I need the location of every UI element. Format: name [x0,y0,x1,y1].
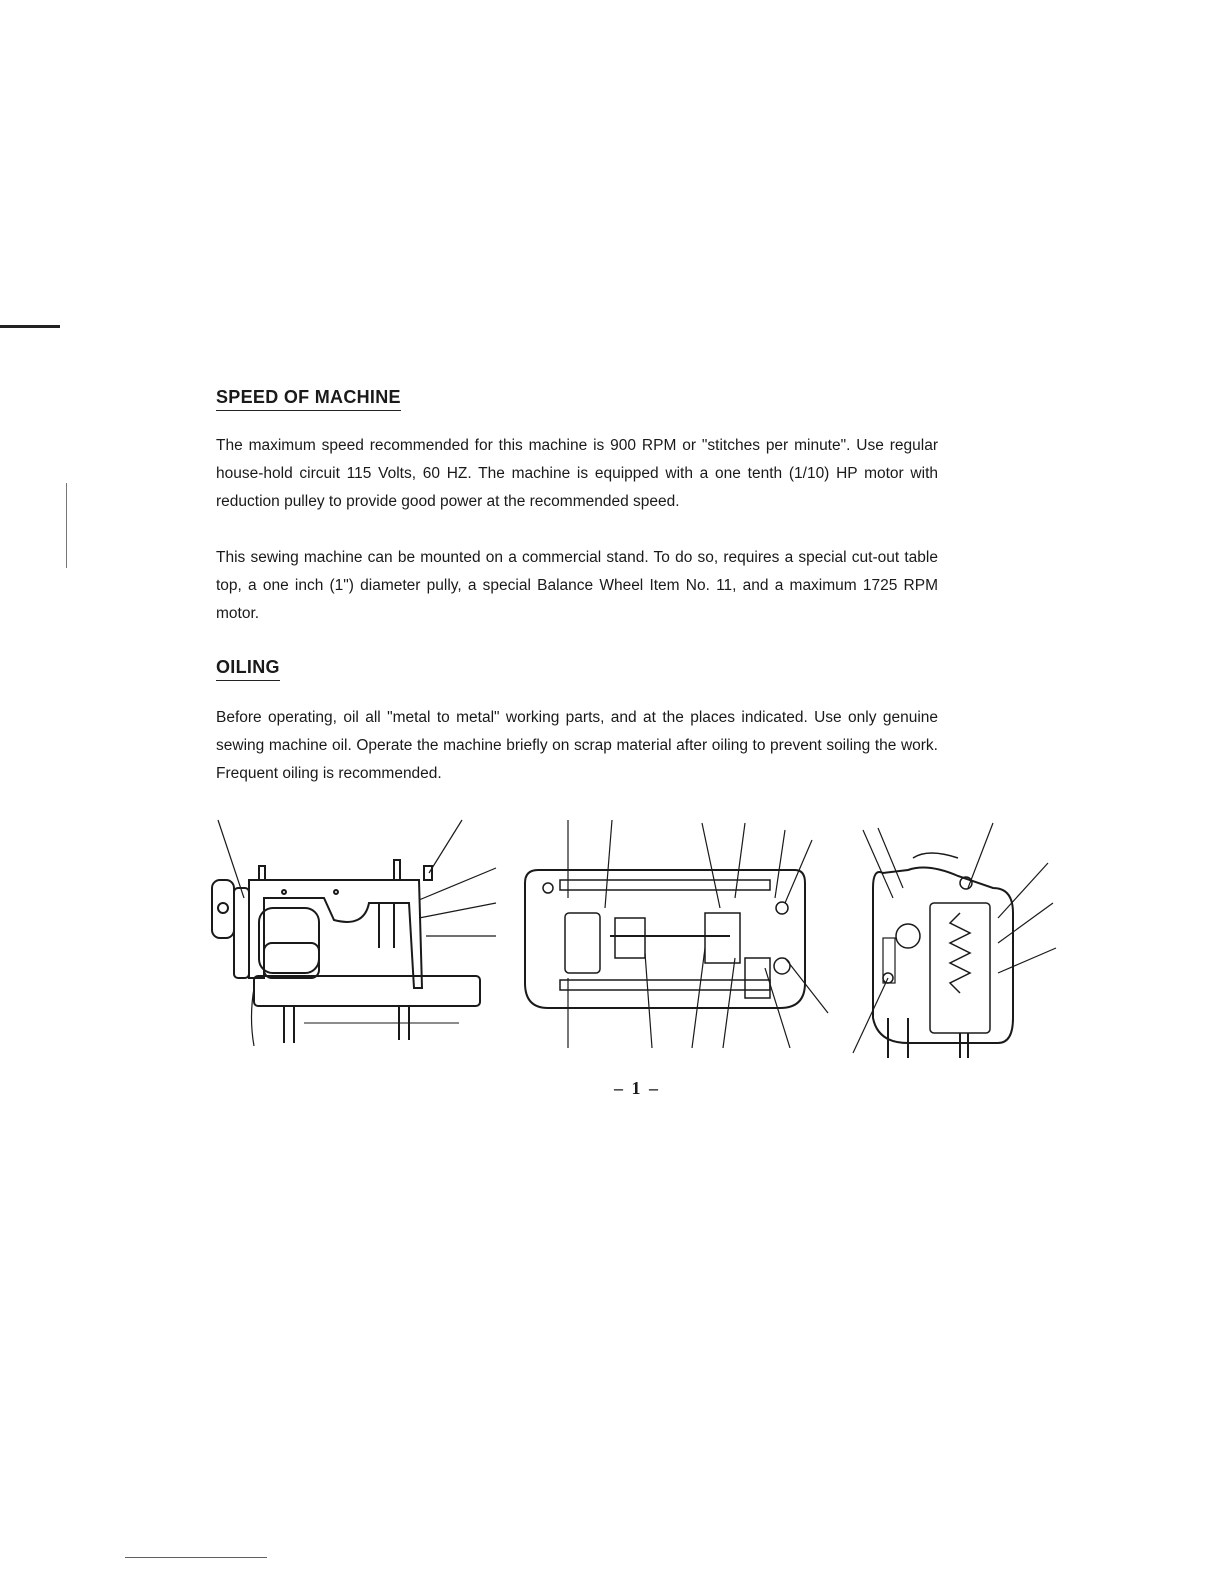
section-heading-oiling: OILING [216,657,280,681]
sewing-machine-head-mechanism-view-icon [848,818,1058,1058]
figure-head-view [848,818,1058,1058]
section-heading-speed: SPEED OF MACHINE [216,387,401,411]
sewing-machine-underside-view-icon [520,818,832,1058]
speed-text-1: The maximum speed recommended for this machine is 900 RPM or "stitches per minute". Use regular house-hold circuit 115 Volts, 60 HZ. The machine is equipped with a one tenth (1/10) HP motor with reduction pulley to provide good power at the recommended speed. [216,437,938,510]
figure-front-view [204,818,504,1058]
sewing-machine-front-view-icon [204,818,504,1058]
binding-mark [66,483,67,568]
footer-rule [125,1557,267,1558]
speed-paragraph-1 [216,432,938,516]
page-number: – 1 – [614,1078,660,1098]
binding-mark [0,325,60,328]
oiling-paragraph [216,704,938,788]
figure-underside-view [520,818,832,1058]
oiling-text: Before operating, oil all "metal to metal" working parts, and at the places indicated. Use only genuine sewing machine oil. Operate the machine briefly on scrap material after oiling to prevent soiling the work. Frequent oiling is recommended. [216,709,938,782]
speed-paragraph-2 [216,544,938,628]
speed-text-2: This sewing machine can be mounted on a commercial stand. To do so, requires a special cut-out table top, a one inch (1") diameter pully, a special Balance Wheel Item No. 11, and a maximum 1725 RPM motor. [216,549,938,622]
